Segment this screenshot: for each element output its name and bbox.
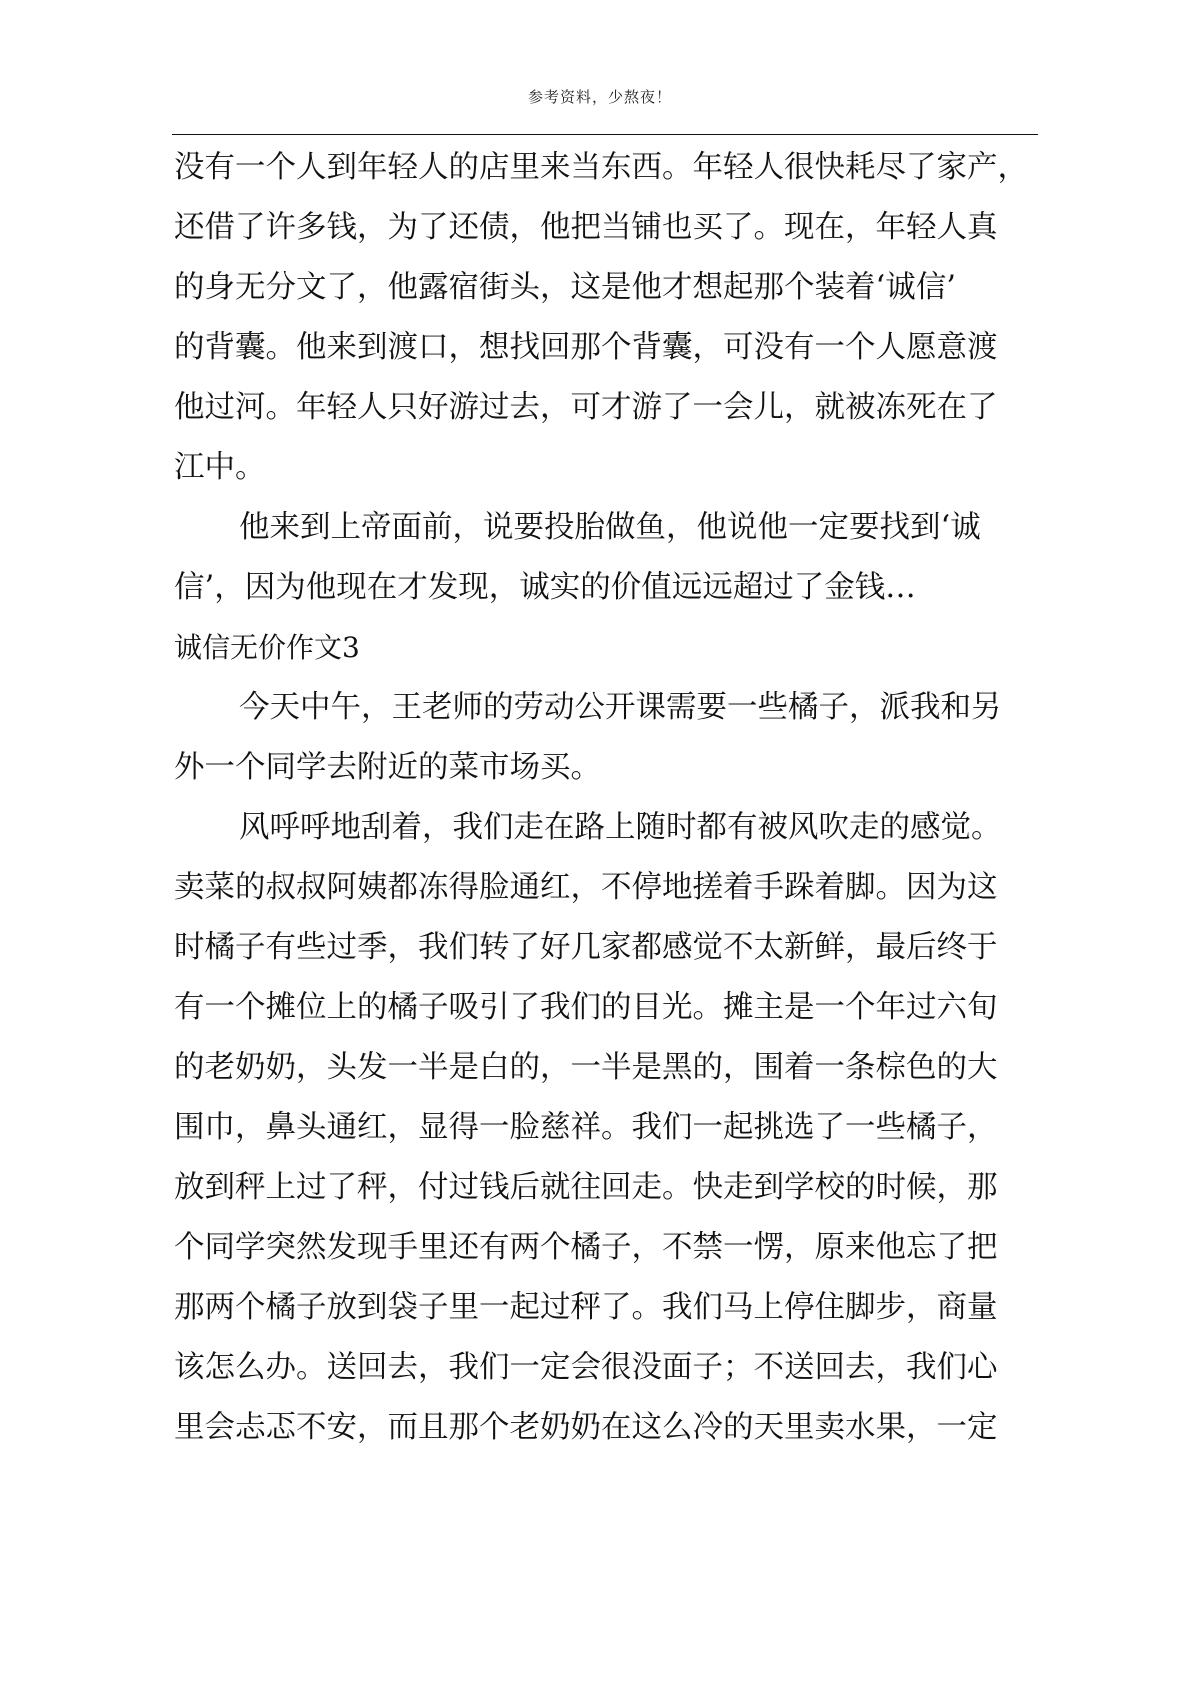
text-line: 的老奶奶，头发一半是白的，一半是黑的，围着一条棕色的大 (174, 1050, 998, 1085)
text-line: 有一个摊位上的橘子吸引了我们的目光。摊主是一个年过六旬 (174, 990, 998, 1025)
section-heading: 诚信无价作文3 (174, 631, 360, 664)
document-body (174, 138, 1040, 1458)
text-line: 时橘子有些过季，我们转了好几家都感觉不太新鲜，最后终于 (174, 930, 998, 965)
text-line: 该怎么办。送回去，我们一定会很没面子；不送回去，我们心 (174, 1350, 998, 1385)
text-line: 围巾，鼻头通红，显得一脸慈祥。我们一起挑选了一些橘子， (174, 1110, 998, 1145)
text-line: 他过河。年轻人只好游过去，可才游了一会儿，就被冻死在了 (174, 390, 998, 425)
text-line: 那两个橘子放到袋子里一起过秤了。我们马上停住脚步，商量 (174, 1290, 998, 1325)
text-line: 还借了许多钱，为了还债，他把当铺也买了。现在，年轻人真 (174, 210, 998, 245)
paragraph-first-line: 风呼呼地刮着，我们走在路上随时都有被风吹走的感觉。 (239, 810, 1002, 845)
paragraph-first-line: 他来到上帝面前，说要投胎做鱼，他说他一定要找到‘诚 (239, 510, 981, 545)
text-line: 信’，因为他现在才发现，诚实的价值远远超过了金钱… (174, 570, 916, 605)
text-line: 个同学突然发现手里还有两个橘子，不禁一愣，原来他忘了把 (174, 1230, 998, 1265)
text-line: 没有一个人到年轻人的店里来当东西。年轻人很快耗尽了家产， (174, 150, 1028, 185)
page-header: 参考资料，少熬夜！ (527, 88, 672, 106)
text-line: 江中。 (174, 450, 266, 485)
paragraph-first-line: 今天中午，王老师的劳动公开课需要一些橘子，派我和另 (239, 690, 1002, 725)
text-line: 的身无分文了，他露宿街头，这是他才想起那个装着‘诚信’ (174, 270, 956, 305)
text-line: 放到秤上过了秤，付过钱后就往回走。快走到学校的时候，那 (174, 1170, 998, 1205)
text-line: 外一个同学去附近的菜市场买。 (174, 750, 601, 785)
text-line: 的背囊。他来到渡口，想找回那个背囊，可没有一个人愿意渡 (174, 330, 998, 365)
header-divider (172, 134, 1038, 135)
text-line: 卖菜的叔叔阿姨都冻得脸通红，不停地搓着手跺着脚。因为这 (174, 870, 998, 905)
text-line: 里会忐忑不安，而且那个老奶奶在这么冷的天里卖水果，一定 (174, 1410, 998, 1445)
